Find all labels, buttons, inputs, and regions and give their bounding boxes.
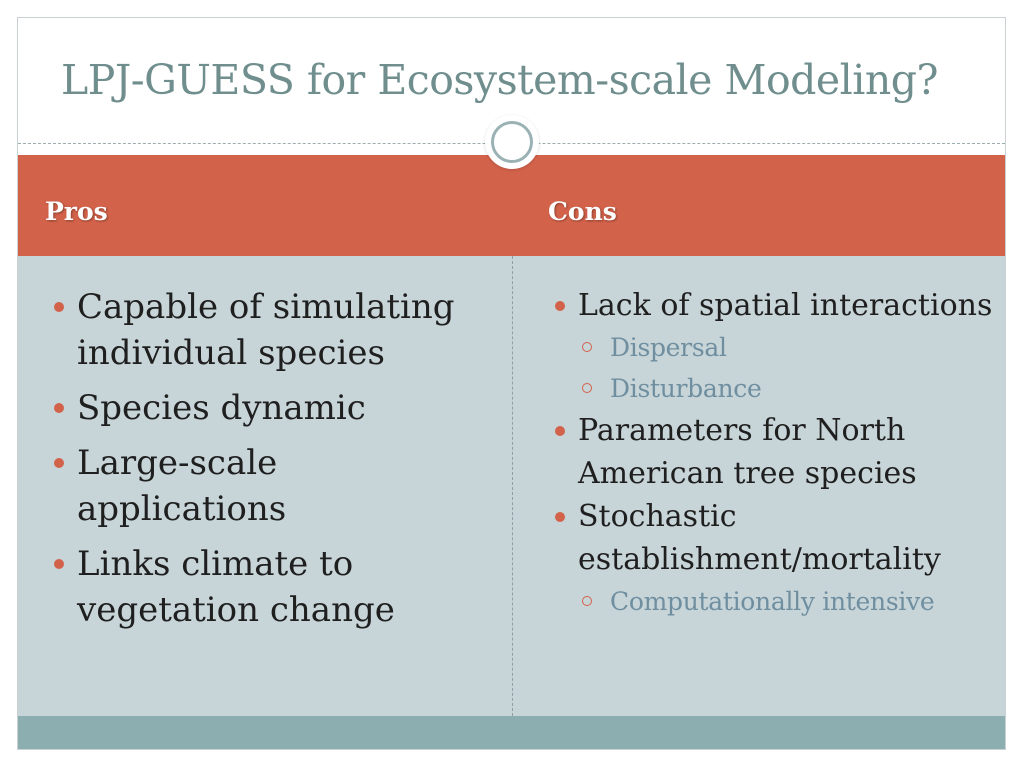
subitem-text: Disturbance [610, 374, 762, 403]
hollow-bullet-icon [582, 596, 592, 606]
pros-item-text: Capable of simulating individual species [77, 287, 455, 373]
list-item [54, 284, 484, 376]
list-item [54, 440, 484, 532]
sublist-item [578, 368, 995, 409]
hollow-bullet-icon [582, 383, 592, 393]
ring-icon [491, 121, 533, 163]
bullet-icon [54, 458, 64, 468]
cons-sublist [578, 327, 995, 409]
slide [17, 17, 1006, 750]
cons-header: Cons [548, 197, 617, 226]
circle-ornament [485, 115, 539, 169]
column-header-band [18, 155, 1005, 256]
footer-band [18, 716, 1005, 750]
bullet-icon [54, 559, 64, 569]
list-item [54, 541, 484, 633]
cons-list [555, 284, 995, 622]
cons-sublist [578, 581, 995, 622]
pros-item-text: Large-scale applications [77, 443, 287, 529]
bullet-icon [54, 302, 64, 312]
list-item [555, 495, 995, 622]
cons-item-text: Parameters for North American tree species [578, 413, 917, 491]
bullet-icon [555, 301, 565, 311]
pros-header: Pros [45, 197, 108, 226]
cons-item-text: Stochastic establishment/mortality [578, 499, 941, 577]
sublist-item [578, 327, 995, 368]
slide-title: LPJ-GUESS for Ecosystem-scale Modeling? [61, 56, 938, 104]
list-item [555, 409, 995, 495]
subitem-text: Dispersal [610, 333, 727, 362]
pros-list [54, 284, 484, 642]
pros-item-text: Species dynamic [77, 388, 366, 428]
hollow-bullet-icon [582, 342, 592, 352]
column-divider [512, 256, 513, 716]
pros-item-text: Links climate to vegetation change [77, 544, 395, 630]
list-item [555, 284, 995, 409]
subitem-text: Computationally intensive [610, 587, 935, 616]
sublist-item [578, 581, 995, 622]
bullet-icon [54, 403, 64, 413]
cons-item-text: Lack of spatial interactions [578, 288, 993, 323]
list-item [54, 385, 484, 431]
bullet-icon [555, 426, 565, 436]
bullet-icon [555, 512, 565, 522]
